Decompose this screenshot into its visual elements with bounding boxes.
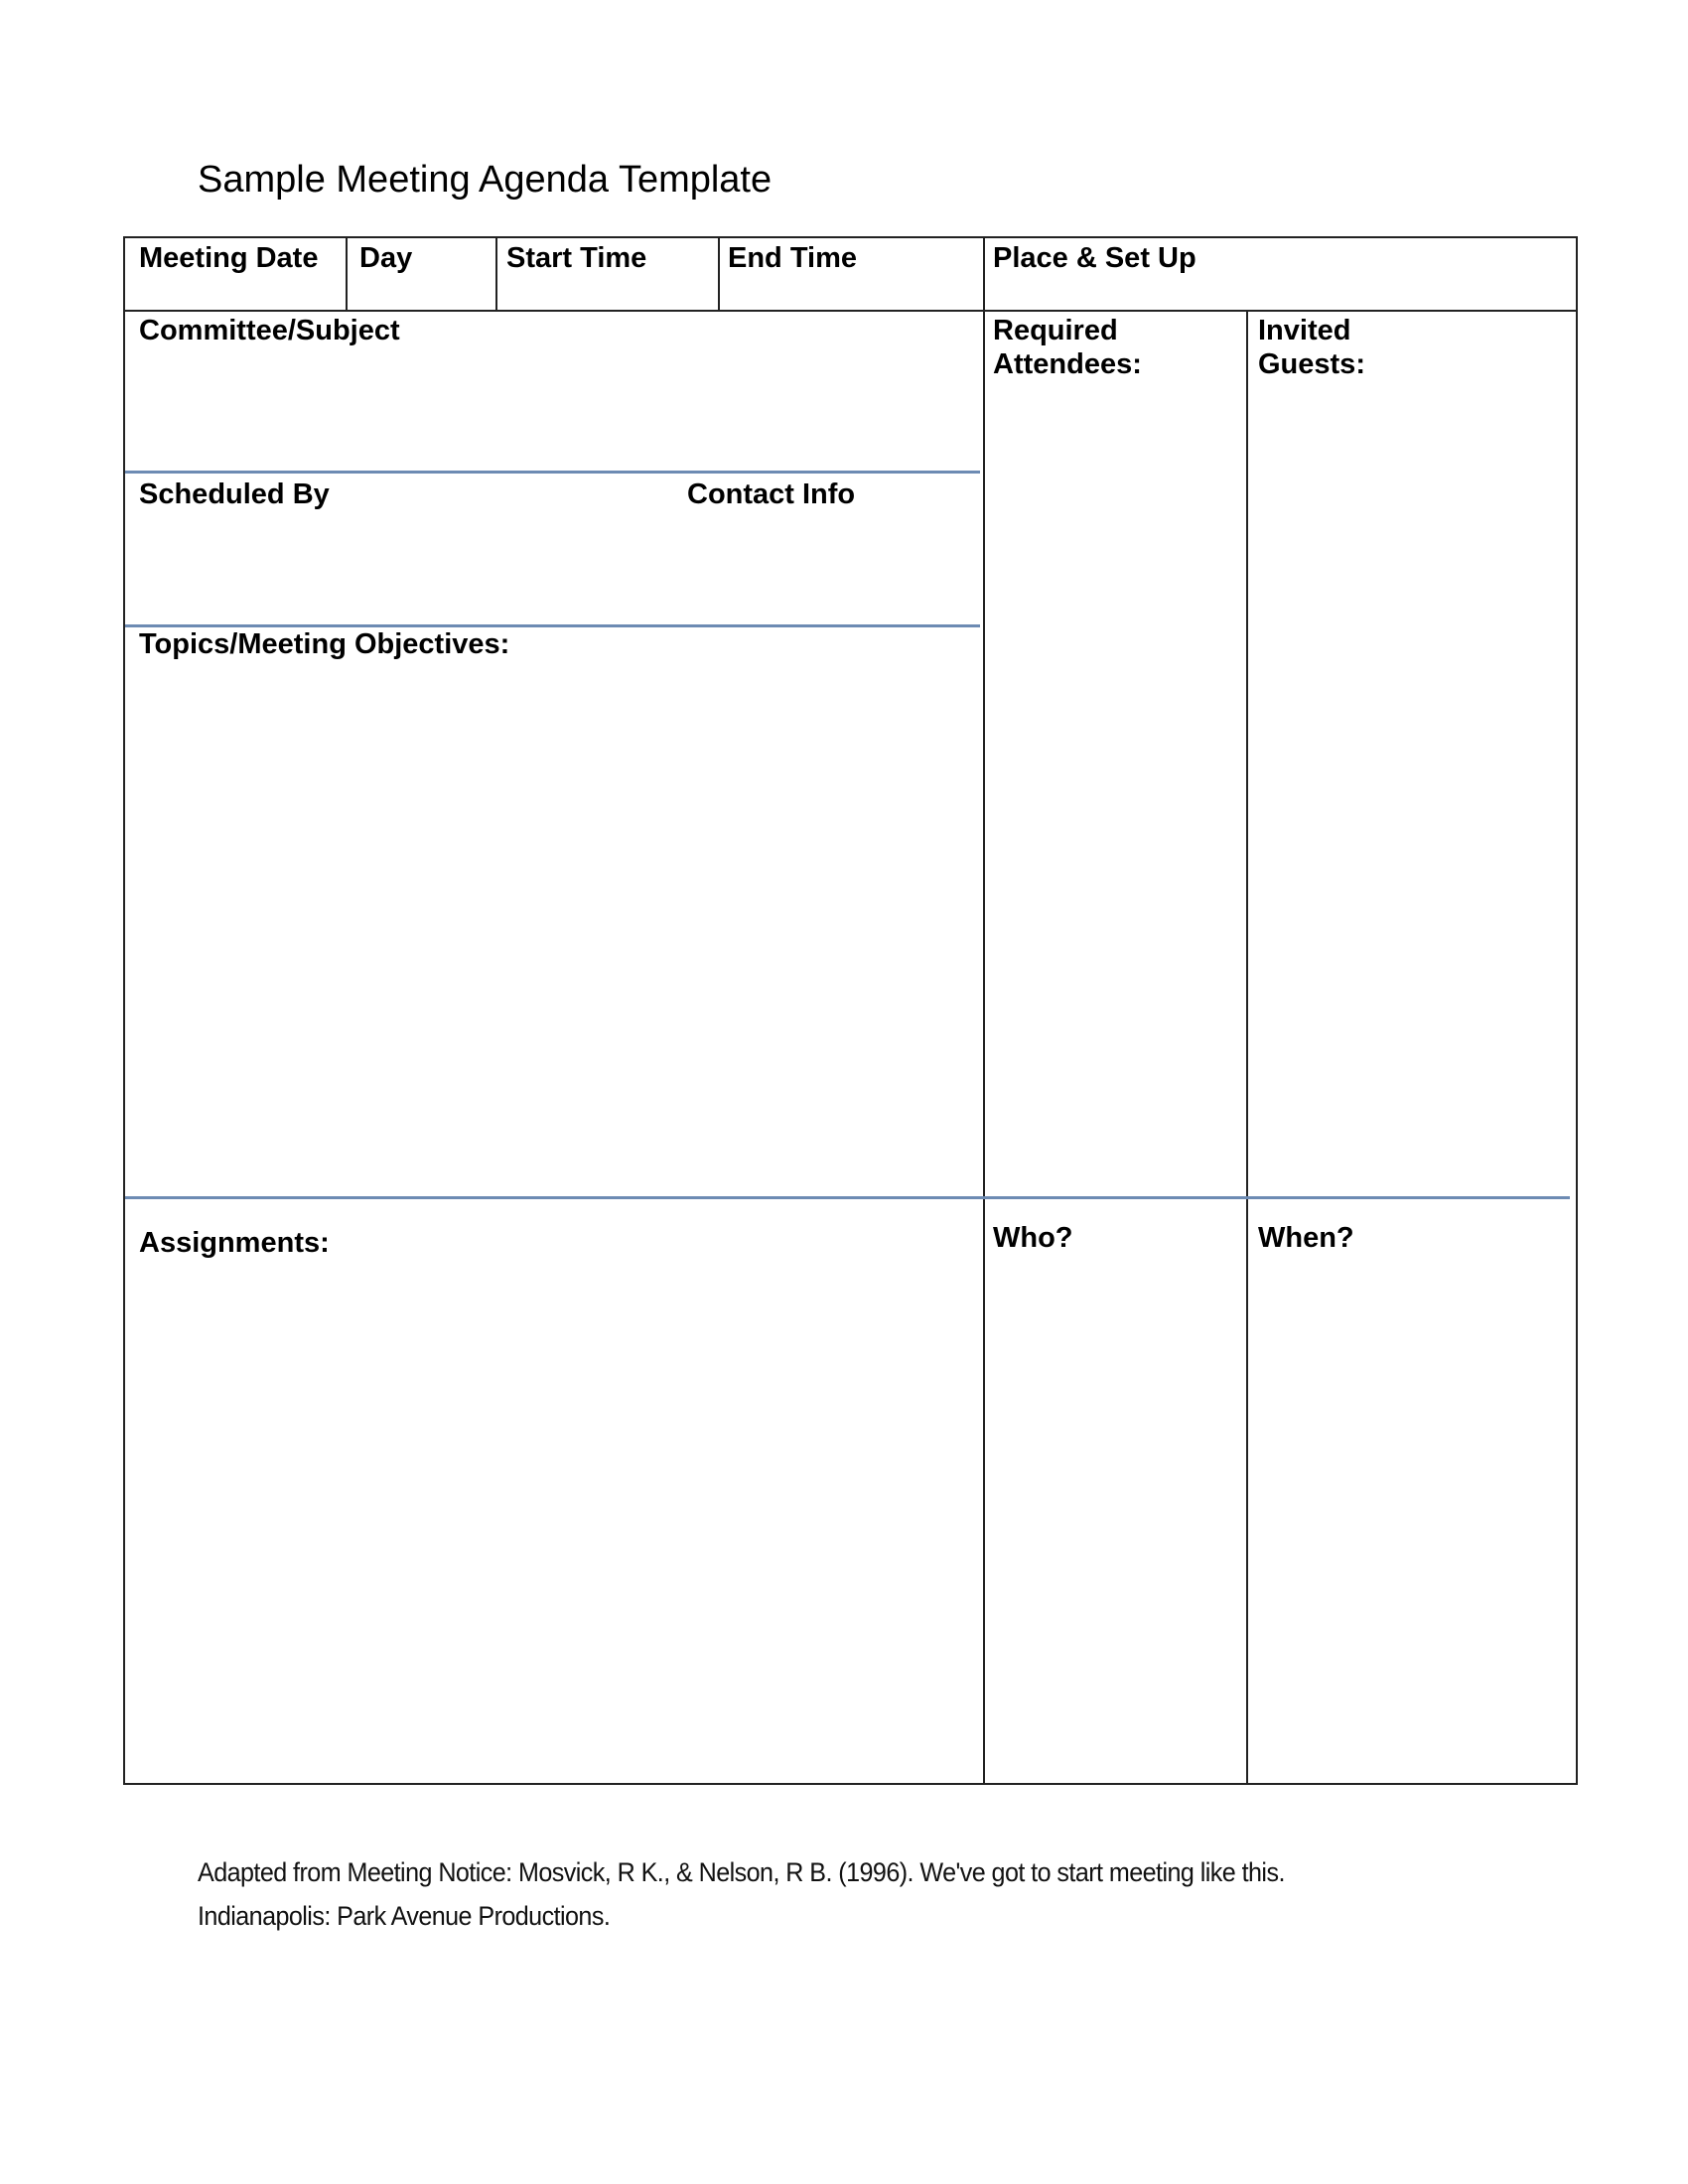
required-attendees-label-line2: Attendees: [993, 348, 1142, 380]
who-field[interactable] [985, 1199, 1246, 1783]
table-right-border [1576, 236, 1578, 1785]
topics-objectives-field[interactable] [125, 627, 983, 1196]
place-setup-field[interactable] [985, 238, 1576, 310]
footnote-line-2: Indianapolis: Park Avenue Productions. [198, 1901, 611, 1931]
scheduled-by-label: Scheduled By [139, 478, 330, 510]
contact-info-label: Contact Info [687, 478, 856, 510]
committee-subject-field[interactable] [125, 312, 983, 471]
invited-guests-label-line2: Guests: [1258, 348, 1365, 380]
day-label: Day [359, 242, 413, 274]
start-time-label: Start Time [506, 242, 647, 274]
meeting-date-field[interactable] [125, 238, 346, 310]
who-label: Who? [993, 1222, 1073, 1254]
invited-guests-label-line1: Invited [1258, 315, 1351, 346]
required-attendees-label-line1: Required [993, 315, 1118, 346]
day-field[interactable] [348, 238, 495, 310]
end-time-field[interactable] [720, 238, 983, 310]
contact-info-field[interactable] [661, 474, 983, 624]
end-time-label: End Time [728, 242, 857, 274]
assignments-label: Assignments: [139, 1227, 330, 1259]
invited-guests-field[interactable] [1248, 312, 1576, 1196]
scheduled-by-field[interactable] [125, 474, 661, 624]
committee-subject-label: Committee/Subject [139, 315, 400, 346]
place-setup-label: Place & Set Up [993, 242, 1196, 274]
table-bottom-border [123, 1783, 1578, 1785]
assignments-field[interactable] [125, 1199, 983, 1783]
page-title: Sample Meeting Agenda Template [198, 159, 773, 201]
footnote-line-1: Adapted from Meeting Notice: Mosvick, R K., & Nelson, R B. (1996). We've got to start meeting like this. [198, 1857, 1285, 1887]
when-field[interactable] [1248, 1199, 1576, 1783]
topics-objectives-label: Topics/Meeting Objectives: [139, 628, 510, 660]
start-time-field[interactable] [497, 238, 718, 310]
required-attendees-field[interactable] [985, 312, 1246, 1196]
when-label: When? [1258, 1222, 1354, 1254]
meeting-date-label: Meeting Date [139, 242, 319, 274]
